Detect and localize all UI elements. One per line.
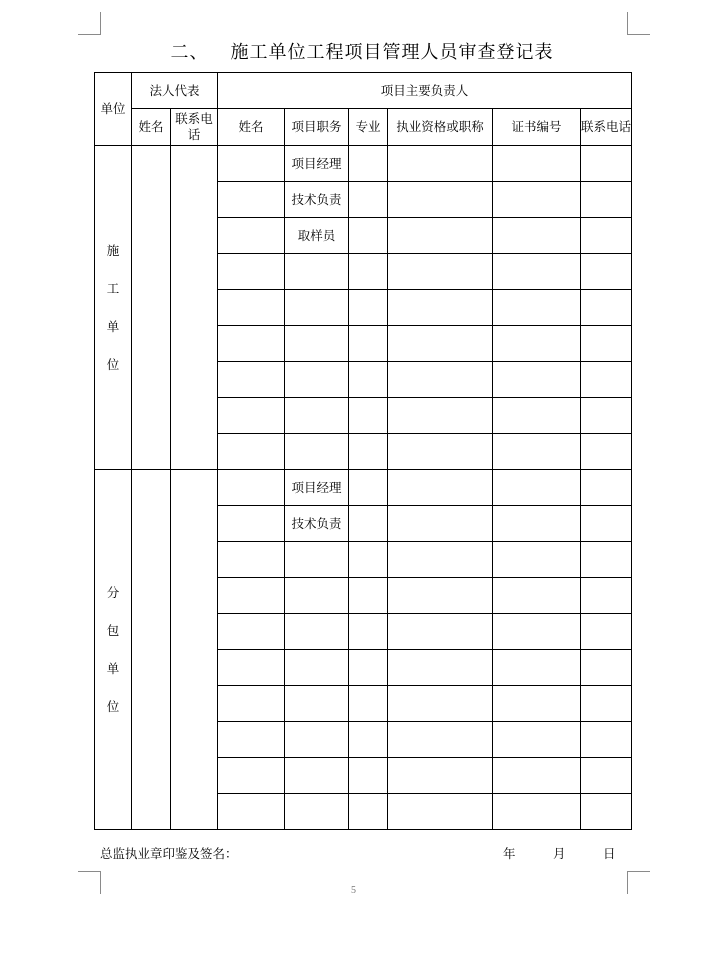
- phone-cell: [581, 290, 632, 326]
- vertical-label-char: 施: [106, 242, 120, 258]
- position-cell: [285, 794, 349, 830]
- name-cell: [218, 362, 285, 398]
- header-legal-rep: 法人代表: [132, 73, 218, 109]
- major-cell: [349, 650, 388, 686]
- vertical-label: [107, 574, 120, 726]
- major-cell: [349, 434, 388, 470]
- title-number: 二、: [170, 42, 209, 63]
- major-cell: [349, 758, 388, 794]
- cert-no-cell: [493, 722, 581, 758]
- header-name: 姓名: [132, 109, 171, 146]
- footer: [100, 845, 620, 863]
- header-phone-2: 联系电话: [581, 109, 632, 146]
- crop-mark-top-right: [627, 12, 650, 35]
- page-title: [94, 40, 630, 66]
- cert-no-cell: [493, 398, 581, 434]
- legal-rep-name-cell: [132, 470, 171, 830]
- cert-no-cell: [493, 470, 581, 506]
- qualification-cell: [388, 146, 493, 182]
- cert-no-cell: [493, 326, 581, 362]
- qualification-cell: [388, 722, 493, 758]
- position-cell: [285, 290, 349, 326]
- phone-cell: [581, 686, 632, 722]
- name-cell: [218, 254, 285, 290]
- position-cell: [285, 758, 349, 794]
- phone-cell: [581, 506, 632, 542]
- name-cell: [218, 686, 285, 722]
- header-row-1: [95, 73, 632, 109]
- month-label: 月: [553, 846, 566, 861]
- vertical-label: [107, 232, 120, 384]
- qualification-cell: [388, 542, 493, 578]
- legal-rep-name-cell: [132, 146, 171, 470]
- cert-no-cell: [493, 686, 581, 722]
- position-cell: [285, 362, 349, 398]
- qualification-cell: [388, 686, 493, 722]
- qualification-cell: [388, 398, 493, 434]
- position-cell: [285, 614, 349, 650]
- qualification-cell: [388, 362, 493, 398]
- legal-rep-phone-cell: [171, 146, 218, 470]
- qualification-cell: [388, 326, 493, 362]
- phone-cell: [581, 182, 632, 218]
- table-row: [95, 146, 632, 182]
- major-cell: [349, 254, 388, 290]
- table-row: [95, 470, 632, 506]
- phone-cell: [581, 146, 632, 182]
- cert-no-cell: [493, 650, 581, 686]
- major-cell: [349, 290, 388, 326]
- phone-cell: [581, 326, 632, 362]
- name-cell: [218, 794, 285, 830]
- phone-cell: [581, 254, 632, 290]
- position-cell: [285, 326, 349, 362]
- cert-no-cell: [493, 182, 581, 218]
- name-cell: [218, 182, 285, 218]
- year-label: 年: [503, 846, 516, 861]
- phone-cell: [581, 758, 632, 794]
- header-qualification: 执业资格或职称: [388, 109, 493, 146]
- phone-cell: [581, 650, 632, 686]
- position-cell: [285, 398, 349, 434]
- qualification-cell: [388, 794, 493, 830]
- qualification-cell: [388, 506, 493, 542]
- vertical-label-char: 位: [106, 698, 120, 714]
- position-cell: 技术负责: [285, 182, 349, 218]
- position-cell: 项目经理: [285, 470, 349, 506]
- position-cell: 项目经理: [285, 146, 349, 182]
- vertical-label-char: 单: [106, 660, 120, 676]
- position-cell: [285, 578, 349, 614]
- vertical-label-char: 单: [106, 318, 120, 334]
- name-cell: [218, 434, 285, 470]
- vertical-label-char: 位: [106, 356, 120, 372]
- section-label-subcontract-unit: [95, 470, 132, 830]
- crop-mark-top-left: [78, 12, 101, 35]
- name-cell: [218, 146, 285, 182]
- phone-cell: [581, 470, 632, 506]
- major-cell: [349, 506, 388, 542]
- name-cell: [218, 470, 285, 506]
- cert-no-cell: [493, 434, 581, 470]
- phone-cell: [581, 362, 632, 398]
- major-cell: [349, 794, 388, 830]
- header-name-2: 姓名: [218, 109, 285, 146]
- name-cell: [218, 218, 285, 254]
- qualification-cell: [388, 578, 493, 614]
- title-text: 施工单位工程项目管理人员审查登记表: [230, 42, 554, 63]
- position-cell: [285, 434, 349, 470]
- major-cell: [349, 362, 388, 398]
- qualification-cell: [388, 182, 493, 218]
- section-label-construction-unit: [95, 146, 132, 470]
- name-cell: [218, 290, 285, 326]
- qualification-cell: [388, 434, 493, 470]
- cert-no-cell: [493, 758, 581, 794]
- qualification-cell: [388, 254, 493, 290]
- name-cell: [218, 650, 285, 686]
- table-body: [95, 73, 632, 830]
- signature-label: 总监执业章印鉴及签名：: [100, 846, 238, 861]
- major-cell: [349, 542, 388, 578]
- major-cell: [349, 614, 388, 650]
- qualification-cell: [388, 470, 493, 506]
- name-cell: [218, 542, 285, 578]
- header-phone: 联系电话: [171, 109, 218, 146]
- major-cell: [349, 326, 388, 362]
- name-cell: [218, 398, 285, 434]
- cert-no-cell: [493, 506, 581, 542]
- vertical-label-char: 包: [106, 622, 120, 638]
- cert-no-cell: [493, 218, 581, 254]
- qualification-cell: [388, 614, 493, 650]
- name-cell: [218, 722, 285, 758]
- name-cell: [218, 506, 285, 542]
- phone-cell: [581, 434, 632, 470]
- legal-rep-phone-cell: [171, 470, 218, 830]
- name-cell: [218, 326, 285, 362]
- header-project-lead: 项目主要负责人: [218, 73, 632, 109]
- position-cell: 取样员: [285, 218, 349, 254]
- major-cell: [349, 182, 388, 218]
- major-cell: [349, 218, 388, 254]
- header-cert-no: 证书编号: [493, 109, 581, 146]
- name-cell: [218, 758, 285, 794]
- position-cell: [285, 686, 349, 722]
- position-cell: [285, 542, 349, 578]
- cert-no-cell: [493, 794, 581, 830]
- cert-no-cell: [493, 254, 581, 290]
- page-number: 5: [351, 885, 356, 896]
- major-cell: [349, 686, 388, 722]
- qualification-cell: [388, 758, 493, 794]
- position-cell: 技术负责: [285, 506, 349, 542]
- name-cell: [218, 614, 285, 650]
- major-cell: [349, 470, 388, 506]
- cert-no-cell: [493, 290, 581, 326]
- qualification-cell: [388, 218, 493, 254]
- day-label: 日: [603, 846, 616, 861]
- cert-no-cell: [493, 578, 581, 614]
- major-cell: [349, 722, 388, 758]
- phone-cell: [581, 542, 632, 578]
- phone-cell: [581, 614, 632, 650]
- qualification-cell: [388, 290, 493, 326]
- header-position: 项目职务: [285, 109, 349, 146]
- cert-no-cell: [493, 146, 581, 182]
- vertical-label-char: 工: [106, 280, 120, 296]
- cert-no-cell: [493, 362, 581, 398]
- major-cell: [349, 578, 388, 614]
- major-cell: [349, 398, 388, 434]
- qualification-cell: [388, 650, 493, 686]
- cert-no-cell: [493, 542, 581, 578]
- position-cell: [285, 254, 349, 290]
- position-cell: [285, 650, 349, 686]
- phone-cell: [581, 218, 632, 254]
- phone-cell: [581, 794, 632, 830]
- header-row-2: [95, 109, 632, 146]
- phone-cell: [581, 398, 632, 434]
- vertical-label-char: 分: [106, 584, 120, 600]
- header-major: 专业: [349, 109, 388, 146]
- name-cell: [218, 578, 285, 614]
- cert-no-cell: [493, 614, 581, 650]
- header-unit: 单位: [95, 73, 132, 146]
- registration-table: [94, 72, 632, 830]
- phone-cell: [581, 722, 632, 758]
- major-cell: [349, 146, 388, 182]
- position-cell: [285, 722, 349, 758]
- phone-cell: [581, 578, 632, 614]
